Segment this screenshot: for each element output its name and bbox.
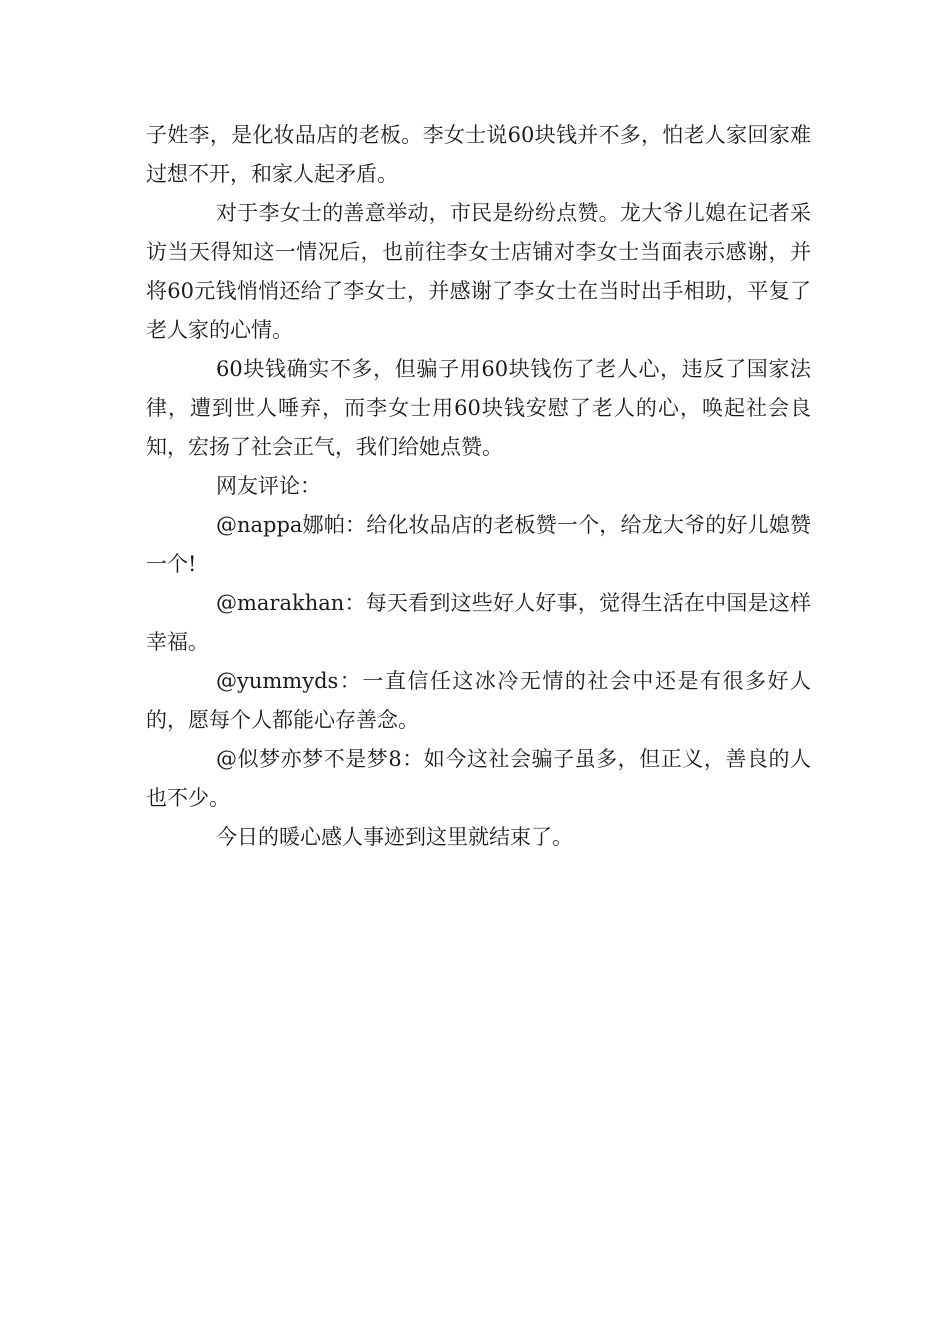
comment-yummyds: @yummyds：一直信任这冰冷无情的社会中还是有很多好人的，愿每个人都能心存善念。: [146, 669, 811, 732]
comments-heading: 网友评论：: [216, 474, 321, 498]
paragraph-closing: 今日的暖心感人事迹到这里就结束了。: [216, 825, 573, 849]
comment-nappa: @nappa娜帕：给化妆品店的老板赞一个，给龙大爷的好儿媳赞一个!: [146, 513, 811, 576]
paragraph-story-ending: 子姓李，是化妆品店的老板。李女士说60块钱并不多，怕老人家回家难过想不开，和家人起矛盾。: [146, 123, 811, 186]
comment-simeng: @似梦亦梦不是梦8：如今这社会骗子虽多，但正义，善良的人也不少。: [146, 747, 811, 810]
document-body: [146, 116, 811, 857]
paragraph-commentary: 60块钱确实不多，但骗子用60块钱伤了老人心，违反了国家法律，遭到世人唾弃，而李女士用60块钱安慰了老人的心，唤起社会良知，宏扬了社会正气，我们给她点赞。: [146, 357, 811, 459]
paragraph-public-reaction: 对于李女士的善意举动，市民是纷纷点赞。龙大爷儿媳在记者采访当天得知这一情况后，也前往李女士店铺对李女士当面表示感谢，并将60元钱悄悄还给了李女士，并感谢了李女士在当时出手相助，平复了老人家的心情。: [146, 201, 811, 342]
comment-marakhan: @marakhan：每天看到这些好人好事，觉得生活在中国是这样幸福。: [146, 591, 811, 654]
